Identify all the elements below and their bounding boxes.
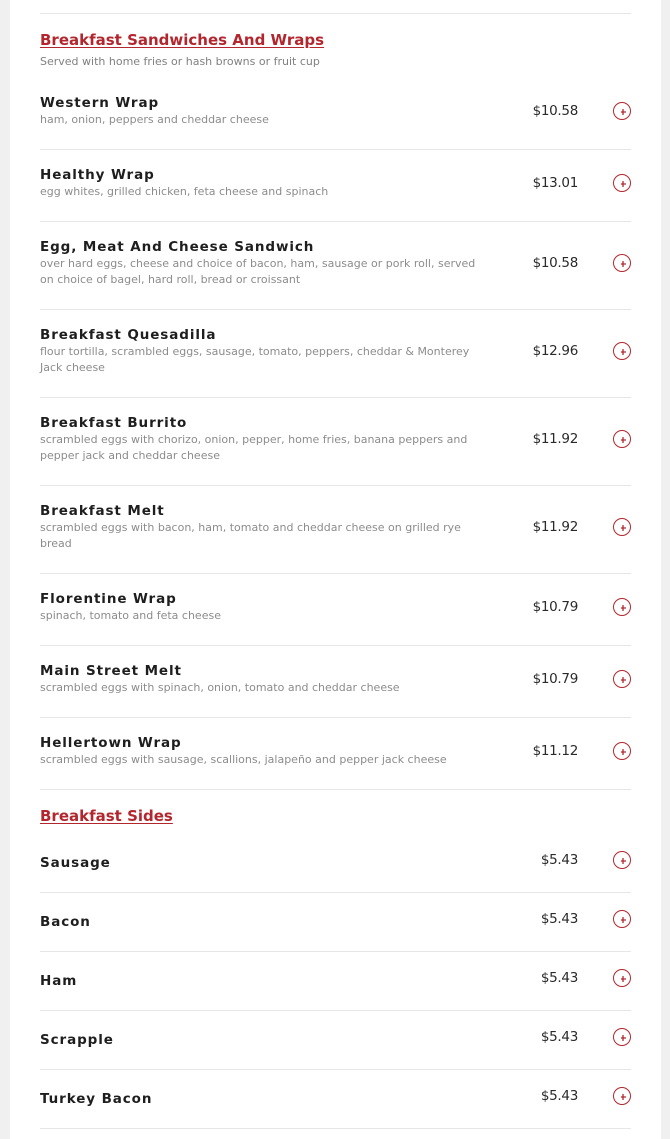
item-description: flour tortilla, scrambled eggs, sausage, tomato, peppers, cheddar & Monterey Jack cheese: [40, 345, 470, 374]
plus-circle-icon: [614, 1088, 632, 1106]
plus-circle-icon: [614, 970, 632, 988]
item-name: Ham: [40, 973, 78, 989]
menu-item-egg-meat-cheese-sandwich[interactable]: [40, 222, 631, 310]
item-price: $5.43: [540, 970, 578, 986]
section-title-breakfast-sides: Breakfast Sides: [40, 807, 173, 825]
item-price: $10.58: [532, 255, 578, 271]
section-title-breakfast-sandwiches: Breakfast Sandwiches And Wraps: [40, 31, 325, 49]
item-price: $11.92: [532, 519, 578, 535]
menu-item-scrapple[interactable]: [40, 1011, 631, 1070]
item-price: $11.12: [532, 743, 578, 759]
item-description: scrambled eggs with spinach, onion, tomato and cheddar cheese: [40, 681, 400, 694]
menu-item-breakfast-melt[interactable]: [40, 486, 631, 574]
menu-item-main-street-melt[interactable]: [40, 646, 631, 718]
section-subtitle: Served with home fries or hash browns or fruit cup: [40, 55, 320, 68]
item-description: scrambled eggs with bacon, ham, tomato and cheddar cheese on grilled rye bread: [40, 521, 461, 550]
item-name: Breakfast Melt: [40, 503, 165, 519]
menu-item-breakfast-quesadilla[interactable]: [40, 310, 631, 398]
add-item-button[interactable]: [613, 1087, 631, 1105]
item-name: Healthy Wrap: [40, 167, 155, 183]
item-name: Western Wrap: [40, 95, 160, 111]
menu-item-hellertown-wrap[interactable]: [40, 718, 631, 790]
add-item-button[interactable]: [613, 1028, 631, 1046]
item-name: Sausage: [40, 855, 111, 871]
item-name: Main Street Melt: [40, 663, 182, 679]
item-price: $5.43: [540, 852, 578, 868]
menu-item-sausage[interactable]: [40, 834, 631, 893]
plus-circle-icon: [614, 671, 632, 689]
item-name: Scrapple: [40, 1032, 114, 1048]
add-item-button[interactable]: [613, 598, 631, 616]
item-price: $13.01: [532, 175, 578, 191]
item-description: ham, onion, peppers and cheddar cheese: [40, 113, 269, 126]
item-description: scrambled eggs with chorizo, onion, pepper, home fries, banana peppers and pepper jack and cheddar cheese: [40, 433, 468, 462]
plus-circle-icon: [614, 343, 632, 361]
plus-circle-icon: [614, 103, 632, 121]
add-item-button[interactable]: [613, 670, 631, 688]
plus-circle-icon: [614, 255, 632, 273]
item-price: $5.43: [540, 911, 578, 927]
item-name: Bacon: [40, 914, 91, 930]
add-item-button[interactable]: [613, 430, 631, 448]
plus-circle-icon: [614, 599, 632, 617]
item-price: $5.43: [540, 1088, 578, 1104]
item-name: Egg, Meat And Cheese Sandwich: [40, 239, 315, 255]
menu-item-western-wrap[interactable]: [40, 82, 631, 150]
add-item-button[interactable]: [613, 518, 631, 536]
plus-circle-icon: [614, 519, 632, 537]
add-item-button[interactable]: [613, 851, 631, 869]
item-description: spinach, tomato and feta cheese: [40, 609, 221, 622]
item-name: Breakfast Burrito: [40, 415, 188, 431]
item-name: Hellertown Wrap: [40, 735, 182, 751]
item-name: Florentine Wrap: [40, 591, 177, 607]
plus-circle-icon: [614, 852, 632, 870]
item-price: $10.58: [532, 103, 578, 119]
add-item-button[interactable]: [613, 174, 631, 192]
plus-circle-icon: [614, 1029, 632, 1047]
item-description: egg whites, grilled chicken, feta cheese and spinach: [40, 185, 329, 198]
item-description: over hard eggs, cheese and choice of bacon, ham, sausage or pork roll, served on choice of bagel, hard roll, bread or croissant: [40, 257, 476, 286]
add-item-button[interactable]: [613, 742, 631, 760]
plus-circle-icon: [614, 175, 632, 193]
plus-circle-icon: [614, 431, 632, 449]
plus-circle-icon: [614, 911, 632, 929]
item-price: $12.96: [532, 343, 578, 359]
plus-circle-icon: [614, 743, 632, 761]
item-name: Turkey Bacon: [40, 1091, 153, 1107]
menu-item-breakfast-burrito[interactable]: [40, 398, 631, 486]
menu-item-healthy-wrap[interactable]: [40, 150, 631, 222]
menu-item-bacon[interactable]: [40, 893, 631, 952]
add-item-button[interactable]: [613, 254, 631, 272]
menu-item-florentine-wrap[interactable]: [40, 574, 631, 646]
item-price: $5.43: [540, 1029, 578, 1045]
item-price: $11.92: [532, 431, 578, 447]
item-name: Breakfast Quesadilla: [40, 327, 217, 343]
item-price: $10.79: [532, 671, 578, 687]
add-item-button[interactable]: [613, 969, 631, 987]
divider: [40, 13, 631, 14]
item-price: $10.79: [532, 599, 578, 615]
item-description: scrambled eggs with sausage, scallions, jalapeño and pepper jack cheese: [40, 753, 447, 766]
menu-item-turkey-bacon[interactable]: [40, 1070, 631, 1129]
menu-item-ham[interactable]: [40, 952, 631, 1011]
add-item-button[interactable]: [613, 102, 631, 120]
add-item-button[interactable]: [613, 910, 631, 928]
add-item-button[interactable]: [613, 342, 631, 360]
